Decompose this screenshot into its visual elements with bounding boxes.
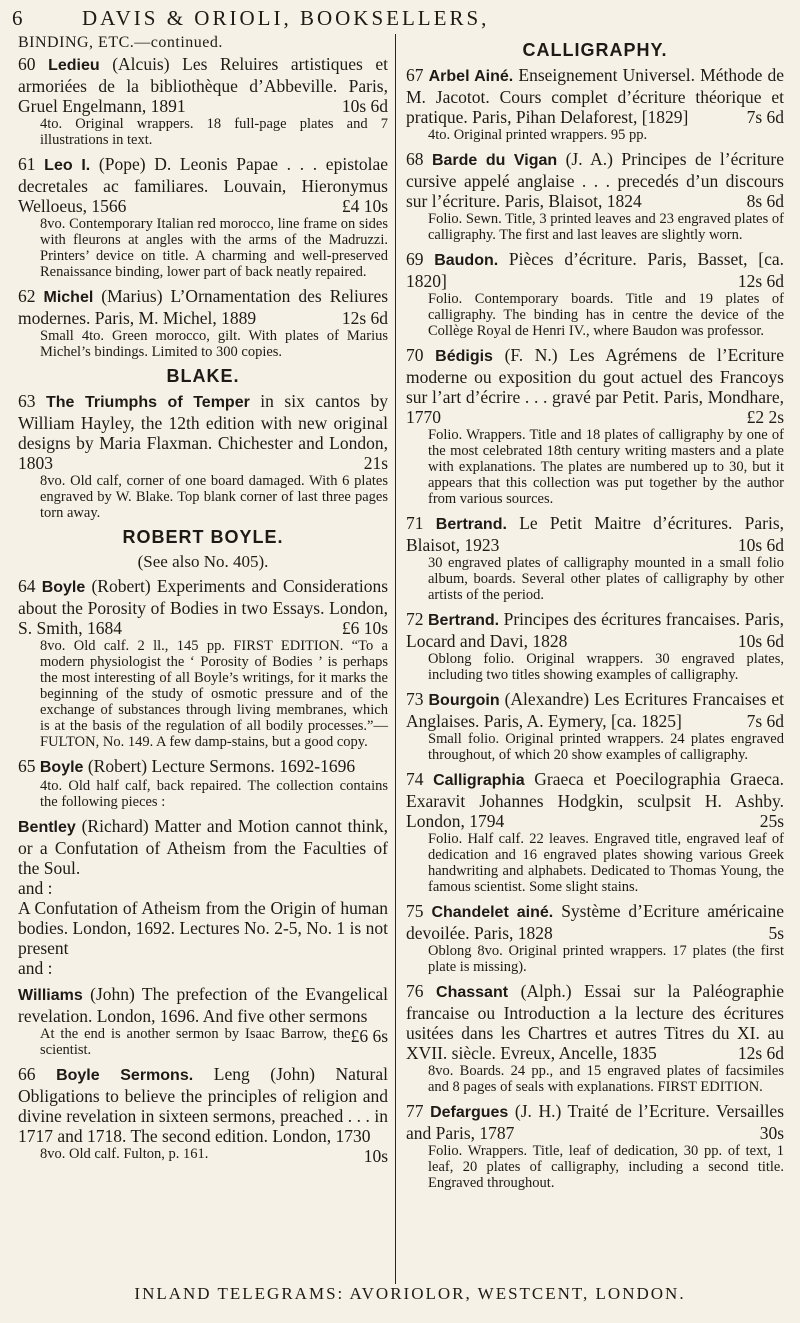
entry-description: 4to. Original printed wrappers. 95 pp. [428, 127, 648, 143]
entry-number: 75 [406, 901, 424, 921]
page-number: 6 [12, 6, 26, 30]
entry-number: 70 [406, 345, 424, 365]
entry-title: (Richard) Matter and Motion cannot think, or a Confutation of Atheism from the Faculties of the Soul. [18, 816, 389, 878]
entry-60 [18, 54, 388, 148]
entry-description: Small folio. Original printed wrappers. 24 plates engraved throughout, of which 20 show examples of calligraphy. [428, 731, 784, 763]
entry-description: 8vo. Boards. 24 pp., and 15 engraved plates of facsimiles and 8 pages of seals with explanations. FIRST EDITION. [428, 1063, 784, 1095]
entry-number: 68 [406, 149, 424, 169]
left-column [18, 34, 388, 1168]
entry-number: 74 [406, 769, 424, 789]
entry-description: Folio. Wrappers. Title, leaf of dedication, 30 pp. of text, 1 leaf, 20 plates of calligraphy, including a second title. Engraved throughout. [428, 1143, 784, 1191]
entry-61 [18, 154, 388, 280]
entry-number: 65 [18, 756, 36, 776]
entry-conjunction: and : [18, 878, 53, 898]
entry-title: (Alexandre) Les Ecritures Francaises et Anglaises. Paris, A. Eymery, [ca. 1825] [406, 689, 785, 731]
entry-title: Leng (John) Natural Obligations to believe the principles of religion and divine revelation in sixteen sermons, preached . . . in 1717 and 1718. The second edition. London, 1730 [18, 1064, 389, 1146]
entry-title: (John) The prefection of the Evangelical revelation. London, 1696. And five other sermons [18, 984, 388, 1026]
entry-price: £2 2s [746, 407, 784, 427]
entry-number: 73 [406, 689, 424, 709]
entry-author: Defargues [430, 1104, 509, 1121]
entry-title: Le Petit Maitre d’écritures. Paris, Blaisot, 1923 [406, 513, 785, 555]
entry-price: 7s 6d [746, 107, 784, 127]
entry-64 [18, 576, 388, 750]
entry-number: 64 [18, 576, 36, 596]
entry-price: 7s 6d [746, 711, 784, 731]
entry-author: Bédigis [435, 348, 493, 365]
entry-author: Leo I. [44, 157, 91, 174]
entry-description: At the end is another sermon by Isaac Barrow, the scientist. [40, 1026, 351, 1058]
entry-74 [406, 769, 784, 895]
entry-author: Chassant [436, 984, 509, 1001]
entry-price: 30s [759, 1123, 784, 1143]
entry-67 [406, 65, 784, 143]
entry-price: £6 10s [341, 618, 388, 638]
section-heading-calligraphy: CALLIGRAPHY. [522, 40, 668, 60]
entry-71 [406, 513, 784, 603]
entry-title: (Robert) Lecture Sermons. 1692-1696 [87, 756, 356, 776]
entry-number: 60 [18, 54, 36, 74]
entry-price: £4 10s [341, 196, 388, 216]
entry-number: 69 [406, 249, 424, 269]
running-title: DAVIS & ORIOLI, BOOKSELLERS, [82, 6, 490, 30]
entry-65 [18, 756, 388, 810]
section-heading-blake: BLAKE. [166, 366, 240, 386]
entry-description: 4to. Old half calf, back repaired. The collection contains the following pieces : [40, 778, 388, 810]
entry-title: Principes des écritures francaises. Paris, Locard and Davi, 1828 [406, 609, 785, 651]
entry-price: 10s 6d [737, 631, 784, 651]
entry-price: 8s 6d [746, 191, 784, 211]
entry-73 [406, 689, 784, 763]
entry-description: Small 4to. Green morocco, gilt. With plates of Marius Michel’s bindings. Limited to 300 copies. [40, 328, 388, 360]
entry-author: Arbel Ainé. [428, 68, 514, 85]
entry-author: Bertrand. [435, 516, 507, 533]
entry-price: 25s [759, 811, 784, 831]
entry-title: (F. N.) Les Agrémens de l’Ecriture moderne ou exposition du gout actuel des Francoys sur l’art d’écrire . . . gravé par Petit. Paris, Mondhare, 1770 [406, 345, 785, 427]
entry-author: Calligraphia [433, 772, 525, 789]
entry-author: Boyle [41, 579, 86, 596]
entry-65-williams [18, 984, 388, 1058]
entry-76 [406, 981, 784, 1095]
entry-title: (Marius) L’Ornamentation des Reliures modernes. Paris, M. Michel, 1889 [18, 286, 389, 328]
entry-author: Williams [18, 987, 83, 1004]
entry-author: The Triumphs of Temper [45, 394, 250, 411]
entry-price: 10s [363, 1146, 388, 1166]
entry-title: (Robert) Experiments and Considerations about the Porosity of Bodies in two Essays. London, S. Smith, 1684 [18, 576, 388, 638]
entry-author: Boyle [39, 759, 84, 776]
entry-68 [406, 149, 784, 243]
entry-title: (J. A.) Principes de l’écriture cursive appelé anglaise . . . precedés d’un discours sur l’écriture. Paris, Blaisot, 1824 [406, 149, 785, 211]
page-footer: INLAND TELEGRAMS: AVORIOLOR, WESTCENT, LONDON. [134, 1284, 686, 1303]
entry-title: Enseignement Universel. Méthode de M. Jacotot. Cours complet d’écriture théorique et pratique. Paris, Pihan Delaforest, [1829] [406, 65, 785, 127]
entry-title: Système d’Ecriture américaine devoilée. Paris, 1828 [406, 901, 785, 943]
entry-description: 8vo. Old calf. 2 ll., 145 pp. FIRST EDITION. “To a modern physiologist the ‘ Porosity of Bodies ’ is perhaps the most interesting of all Boyle’s writings, for it marks the beginning of the study of osmotic pressure and of the exchange of substances through living membranes, which is at the basis of the regulation of all bodily processes.”—FULTON, No. 149. A few damp-stains, but a good copy. [40, 638, 388, 750]
section-note: (See also No. 405). [137, 552, 269, 571]
entry-conjunction: and : [18, 958, 53, 978]
right-column [406, 34, 784, 1197]
entry-price: 21s [363, 453, 388, 473]
entry-author: Chandelet ainé. [431, 904, 554, 921]
entry-title: (J. H.) Traité de l’Ecriture. Versailles and Paris, 1787 [406, 1101, 785, 1143]
entry-price: £6 6s [350, 1026, 388, 1046]
entry-description: 8vo. Old calf, corner of one board damaged. With 6 plates engraved by W. Blake. Top blank corner of last three pages torn away. [40, 473, 388, 521]
entry-author: Boyle Sermons. [56, 1067, 194, 1084]
entry-77 [406, 1101, 784, 1191]
entry-description: 30 engraved plates of calligraphy mounted in a small folio album, boards. Several other plates of calligraphy by other artists of the period. [428, 555, 784, 603]
entry-author: Bertrand. [428, 612, 500, 629]
entry-price: 10s 6d [341, 96, 388, 116]
entry-description: Folio. Sewn. Title, 3 printed leaves and 23 engraved plates of calligraphy. The first and last leaves are slightly worn. [428, 211, 784, 243]
entry-subtitle: A Confutation of Atheism from the Origin of human bodies. London, 1692. Lectures No. 2-5, No. 1 is not present [18, 898, 388, 958]
entry-description: Folio. Half calf. 22 leaves. Engraved title, engraved leaf of dedication and 16 engraved plates showing various Greek handwriting and alphabets. Dedicated to Thomas Young, the famous scientist. Some slight stains. [428, 831, 784, 895]
entry-number: 76 [406, 981, 424, 1001]
entry-66 [18, 1064, 389, 1166]
entry-description: 8vo. Contemporary Italian red morocco, line frame on sides with fleurons at angles with the arms of the Madruzzi. Printers’ device on title. A charming and well-preserved Renaissance binding, lower part of back neatly repaired. [40, 216, 388, 280]
entry-price: 12s 6d [737, 271, 784, 291]
entry-number: 77 [406, 1101, 424, 1121]
page-header [12, 6, 792, 32]
entry-author: Baudon. [434, 252, 499, 269]
entry-number: 72 [406, 609, 424, 629]
entry-description: Folio. Wrappers. Title and 18 plates of calligraphy by one of the most celebrated 18th century writing masters and a plate with explanations. The plates are numbered up to 30, but it appears that this collection was put together by the author from various sources. [428, 427, 784, 507]
entry-number: 66 [18, 1064, 36, 1084]
entry-70 [406, 345, 784, 507]
entry-author: Michel [43, 289, 94, 306]
entry-number: 71 [406, 513, 424, 533]
entry-number: 63 [18, 391, 36, 411]
entry-author: Barde du Vigan [431, 152, 558, 169]
entry-author: Bourgoin [428, 692, 500, 709]
entry-72 [406, 609, 784, 683]
column-divider [395, 34, 396, 1284]
entry-price: 10s 6d [737, 535, 784, 555]
continued-heading: BINDING, ETC.—continued. [18, 34, 223, 51]
entry-number: 62 [18, 286, 36, 306]
entry-title: (Alcuis) Les Reluires artistiques et armoriées de la bibliothèque d’Abbeville. Paris, Gruel Engelmann, 1891 [18, 54, 389, 116]
entry-title: in six cantos by William Hayley, the 12th edition with new original designs by Maria Flaxman. Chichester and London, 1803 [18, 391, 388, 473]
entry-description: Oblong folio. Original wrappers. 30 engraved plates, including two titles showing examples of calligraphy. [428, 651, 784, 683]
entry-title: (Pope) D. Leonis Papae . . . epistolae decretales ac familiares. Louvain, Hieronymus Welloeus, 1566 [18, 154, 389, 216]
entry-description: Folio. Contemporary boards. Title and 19 plates of calligraphy. The binding has in centre the device of the Collège Royal de Henri IV., where Baudon was professor. [428, 291, 784, 339]
entry-price: 5s [768, 923, 784, 943]
section-heading-boyle: ROBERT BOYLE. [122, 527, 284, 547]
entry-author: Bentley [18, 819, 76, 836]
entry-65-bentley [18, 816, 388, 978]
entry-description: Oblong 8vo. Original printed wrappers. 17 plates (the first plate is missing). [428, 943, 784, 975]
entry-63 [18, 391, 388, 521]
entry-number: 61 [18, 154, 36, 174]
entry-author: Ledieu [48, 57, 100, 74]
entry-75 [406, 901, 784, 975]
entry-number: 67 [406, 65, 424, 85]
entry-price: 12s 6d [341, 308, 388, 328]
entry-title: Graeca et Poecilographia Graeca. Exaravit Johannes Hodgkin, sculpsit H. Ashby. London, 1794 [406, 769, 784, 831]
entry-description: 8vo. Old calf. Fulton, p. 161. [40, 1146, 209, 1162]
entry-price: 12s 6d [737, 1043, 784, 1063]
entry-69 [406, 249, 784, 339]
entry-description: 4to. Original wrappers. 18 full-page plates and 7 illustrations in text. [40, 116, 388, 148]
entry-title: Pièces d’écriture. Paris, Basset, [ca. 1820] [406, 249, 784, 291]
entry-62 [18, 286, 388, 360]
entry-title: (Alph.) Essai sur la Paléographie francaise ou Introduction a la lecture des écritures usitées dans les Chartres et autres Titres du XI. au XVII. siècle. Evreux, Ancelle, 1835 [406, 981, 785, 1063]
